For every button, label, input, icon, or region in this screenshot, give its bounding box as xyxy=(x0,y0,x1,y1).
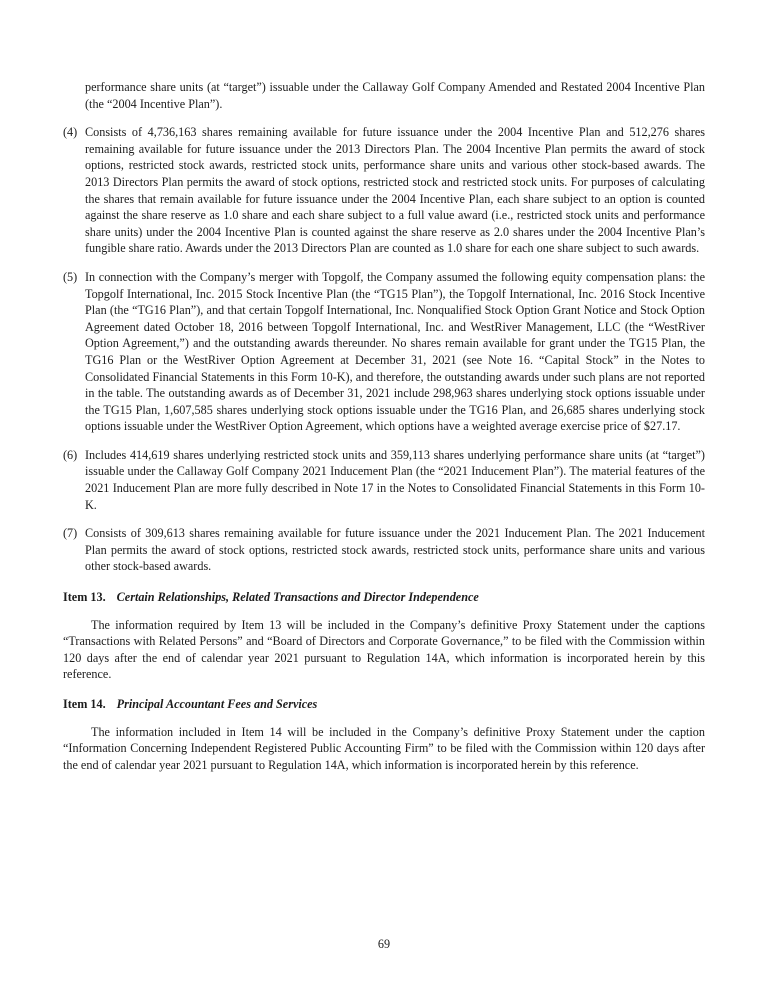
item-13-label: Item 13. xyxy=(63,590,106,605)
footnote-5-text: In connection with the Company’s merger with Topgolf, the Company assumed the following equity compensation plans: the Topgolf International, Inc. 2015 Stock Incentive Plan (the “TG15 Plan”), the Topgolf International, Inc. 2016 Stock Incentive Plan (the “TG16 Plan”), and that certain Topgolf International, Inc. Nonqualified Stock Option Grant Notice and Stock Option Agreement dated October 18, 2016 between Topgolf International, Inc. and WestRiver Management, LLC (the “WestRiver Option Agreement,”) and the outstanding awards thereunder. No shares remain available for grant under the TG15 Plan, the TG16 Plan or the WestRiver Option Agreement at December 31, 2021 (see Note 16. “Capital Stock” in the Notes to Consolidated Financial Statements in this Form 10-K), and therefore, the outstanding awards under such plans are not reported in the table. The outstanding awards as of December 31, 2021 include 298,963 shares underlying stock options issuable under the TG15 Plan, 1,607,585 shares underlying stock options issuable under the TG16 Plan, and 26,685 shares underlying stock options issuable under the WestRiver Option Agreement, which options have a weighted average exercise price of $27.17. xyxy=(85,269,705,434)
footnote-6-marker: (6) xyxy=(63,447,78,462)
item-14-label: Item 14. xyxy=(63,697,106,711)
item-13-body: The information required by Item 13 will be included in the Company’s definitive Proxy Statement under the captions “Transactions with Related Persons” and “Board of Directors and Corporate Governance,” to be filed with the Commission within 120 days after the end of calendar year 2021 pursuant to Regulation 14A, which information is incorporated herein by this reference. xyxy=(63,617,705,682)
footnote-7-text: Consists of 309,613 shares remaining available for future issuance under the 2021 Inducement Plan. The 2021 Inducement Plan permits the award of stock options, restricted stock awards, restricted stock units, performance share units and various other stock-based awards. xyxy=(85,526,705,574)
footnote-4-marker: (4) xyxy=(63,125,78,140)
footnote-7 xyxy=(63,525,705,575)
footnote-5-marker: (5) xyxy=(63,269,78,284)
page-number: 69 xyxy=(377,937,391,951)
footnote-7-marker: (7) xyxy=(63,526,78,541)
item-13-heading xyxy=(63,589,705,606)
footnote-5 xyxy=(63,269,705,435)
page-content xyxy=(63,79,705,786)
item-14-heading xyxy=(63,696,705,713)
item-13-title: Certain Relationships, Related Transactions and Director Independence xyxy=(116,590,479,605)
item-14-body: The information included in Item 14 will be included in the Company’s definitive Proxy Statement under the caption “Information Concerning Independent Registered Public Accounting Firm” to be filed with the Commission within 120 days after the end of calendar year 2021 pursuant to Regulation 14A, which information is incorporated herein by this reference. xyxy=(63,724,705,772)
footnote-4-text: Consists of 4,736,163 shares remaining available for future issuance under the 2004 Incentive Plan and 512,276 shares remaining available for future issuance under the 2013 Directors Plan. The 2004 Incentive Plan permits the award of stock options, restricted stock awards, restricted stock units, performance share units and various other stock-based awards. The 2013 Directors Plan permits the award of stock options, restricted stock and restricted stock units. For purposes of calculating the shares that remain available for future issuance under the 2004 Incentive Plan, each share subject to an option is counted against the share reserve as 1.0 share and each share subject to a full value award (i.e., restricted stock units and performance share units) under the 2004 Incentive Plan is counted against the share reserve as 2.0 shares under the 2004 Incentive Plan’s fungible share ratio. Awards under the 2013 Directors Plan are counted as 1.0 share for each one share subject to such awards. xyxy=(85,125,705,256)
footnote-6 xyxy=(63,447,705,513)
footnote-6-text: Includes 414,619 shares underlying restricted stock units and 359,113 shares underlying performance share units (at “target”) issuable under the Callaway Golf Company 2021 Inducement Plan (the “2021 Inducement Plan”). The material features of the 2021 Inducement Plan are more fully described in Note 17 in the Notes to Consolidated Financial Statements in this Form 10-K. xyxy=(85,447,705,512)
footnote-continuation-text: performance share units (at “target”) issuable under the Callaway Golf Company Amended and Restated 2004 Incentive Plan (the “2004 Incentive Plan”). xyxy=(85,80,705,111)
item-14-title: Principal Accountant Fees and Services xyxy=(116,697,318,711)
footnote-4 xyxy=(63,124,705,257)
